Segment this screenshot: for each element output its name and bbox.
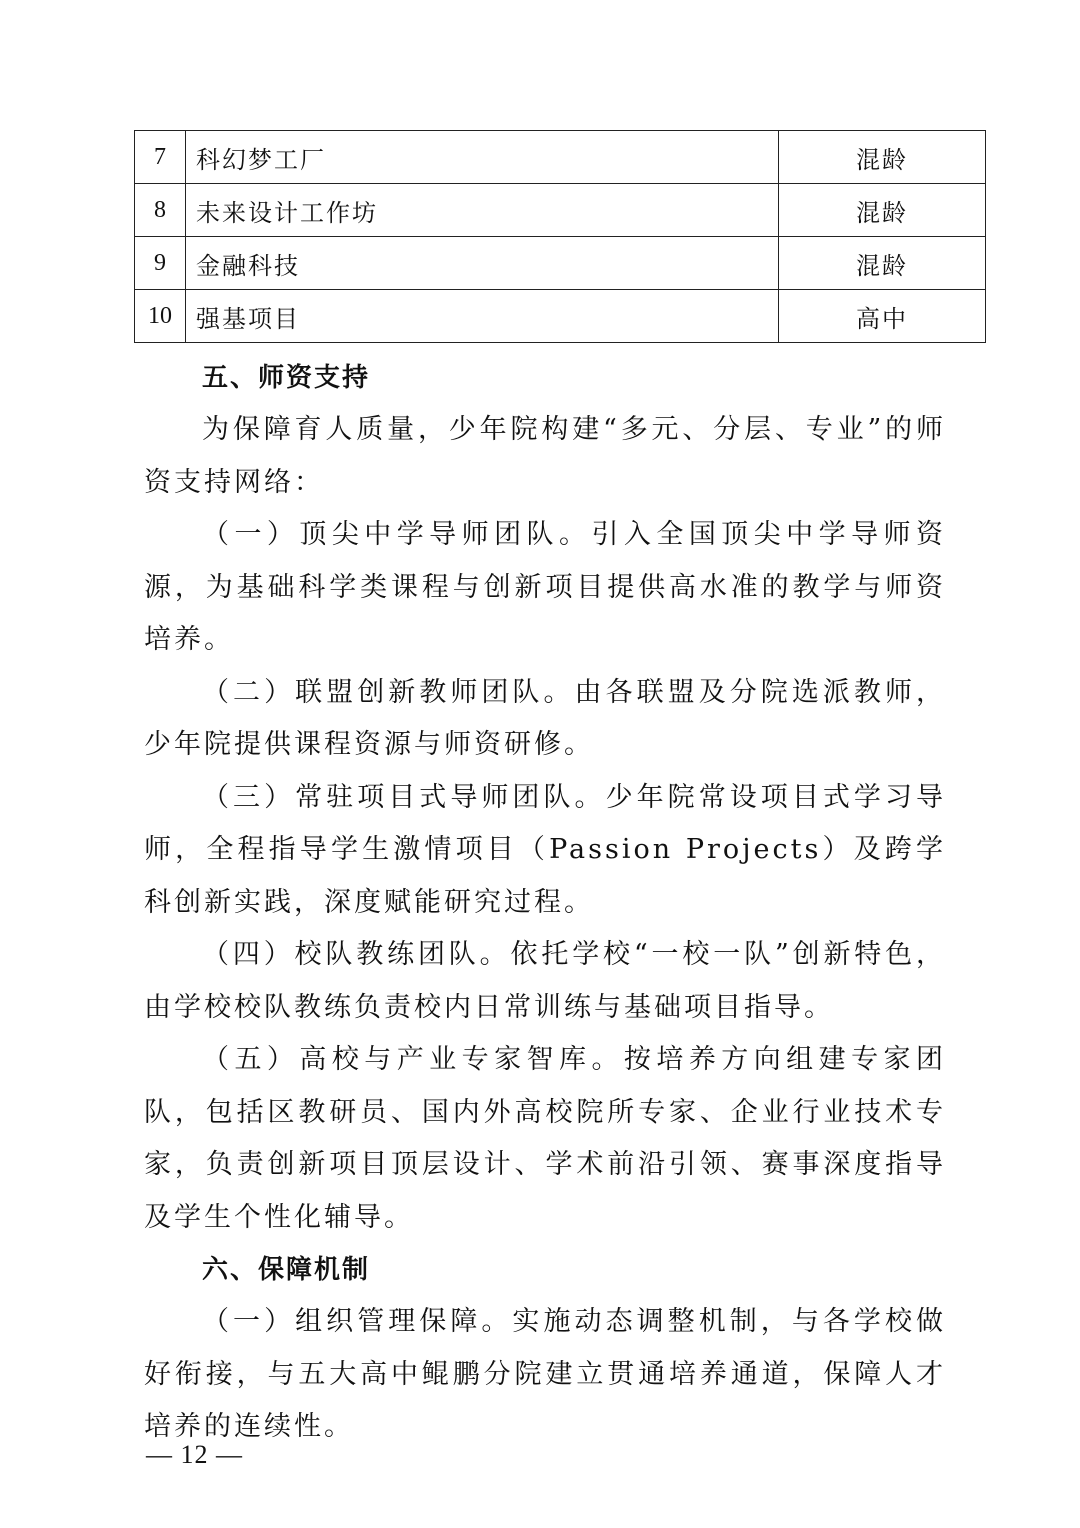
section-intro-paragraph: 为保障育人质量，少年院构建“多元、分层、专业”的师资支持网络： <box>144 414 946 498</box>
table-row <box>135 237 986 290</box>
course-name: 科幻梦工厂 <box>186 131 779 184</box>
page-number: — 12 — <box>146 1440 243 1469</box>
body-text <box>144 352 946 1454</box>
row-number: 10 <box>135 290 186 343</box>
course-table <box>134 130 986 343</box>
section-heading-faculty-support: 五、师资支持 <box>202 363 371 393</box>
section-heading-guarantee-mechanism: 六、保障机制 <box>202 1255 371 1285</box>
table-row <box>135 184 986 237</box>
faculty-item-paragraph: （四）校队教练团队。依托学校“一校一队”创新特色，由学校校队教练负责校内日常训练与基础项目指导。 <box>144 939 946 1023</box>
row-number: 9 <box>135 237 186 290</box>
faculty-item-paragraph: （三）常驻项目式导师团队。少年院常设项目式学习导师，全程指导学生激情项目（Passion Projects）及跨学科创新实践，深度赋能研究过程。 <box>144 781 946 918</box>
row-number: 7 <box>135 131 186 184</box>
course-name: 金融科技 <box>186 237 779 290</box>
course-level: 混龄 <box>779 131 986 184</box>
faculty-item-paragraph: （二）联盟创新教师团队。由各联盟及分院选派教师，少年院提供课程资源与师资研修。 <box>144 676 946 760</box>
course-name: 强基项目 <box>186 290 779 343</box>
course-name: 未来设计工作坊 <box>186 184 779 237</box>
course-level: 混龄 <box>779 184 986 237</box>
faculty-item-paragraph: （一）顶尖中学导师团队。引入全国顶尖中学导师资源，为基础科学类课程与创新项目提供高水准的教学与师资培养。 <box>144 519 946 655</box>
course-level: 高中 <box>779 290 986 343</box>
table-row <box>135 290 986 343</box>
table-row <box>135 131 986 184</box>
row-number: 8 <box>135 184 186 237</box>
course-level: 混龄 <box>779 237 986 290</box>
faculty-item-paragraph: （五）高校与产业专家智库。按培养方向组建专家团队，包括区教研员、国内外高校院所专家、企业行业技术专家，负责创新项目顶层设计、学术前沿引领、赛事深度指导及学生个性化辅导。 <box>144 1044 946 1233</box>
guarantee-item-paragraph: （一）组织管理保障。实施动态调整机制，与各学校做好衔接，与五大高中鲲鹏分院建立贯通培养通道，保障人才培养的连续性。 <box>144 1306 946 1442</box>
